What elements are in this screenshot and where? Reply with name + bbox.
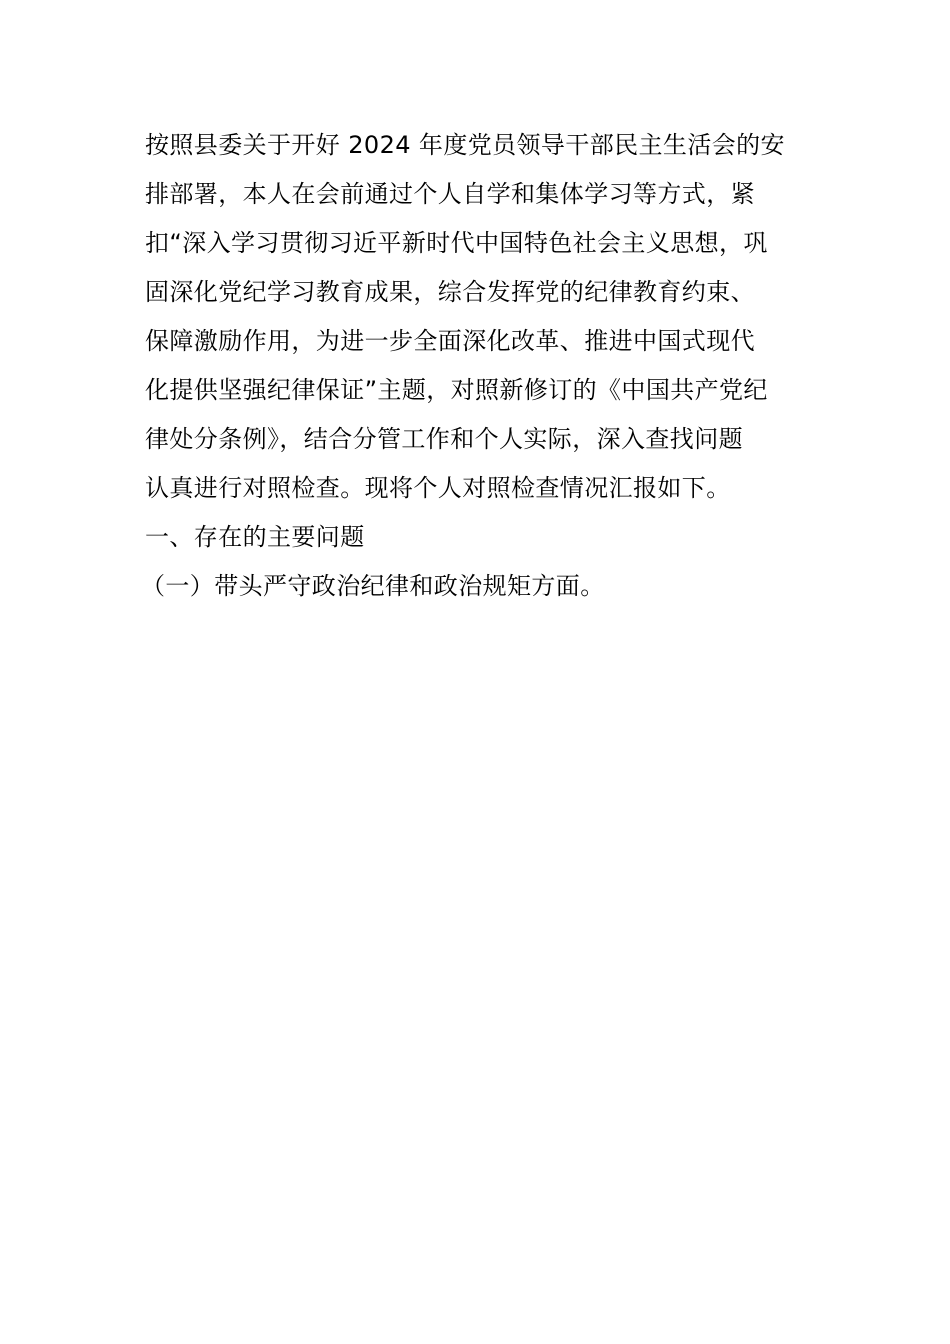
paragraph-line: 排部署，本人在会前通过个人自学和集体学习等方式，紧	[145, 180, 755, 208]
paragraph-line: 按照县委关于开好 2024 年度党员领导干部民主生活会的安	[145, 131, 785, 159]
intro-paragraph	[145, 121, 810, 513]
document-body	[141, 121, 810, 611]
paragraph-line: 化提供坚强纪律保证”主题，对照新修订的《中国共产党纪	[145, 376, 768, 404]
paragraph-line: 认真进行对照检查。现将个人对照检查情况汇报如下。	[145, 474, 731, 502]
section-heading: 一、存在的主要问题	[145, 523, 365, 551]
paragraph-line: 固深化党纪学习教育成果，综合发挥党的纪律教育约束、	[145, 278, 755, 306]
paragraph-line: 律处分条例》，结合分管工作和个人实际，深入查找问题	[145, 425, 743, 453]
paragraph-line: 扣“深入学习贯彻习近平新时代中国特色社会主义思想，巩	[145, 229, 768, 257]
paragraph-line: 保障激励作用，为进一步全面深化改革、推进中国式现代	[145, 327, 755, 355]
subsection-heading: （一）带头严守政治纪律和政治规矩方面。	[141, 572, 605, 600]
